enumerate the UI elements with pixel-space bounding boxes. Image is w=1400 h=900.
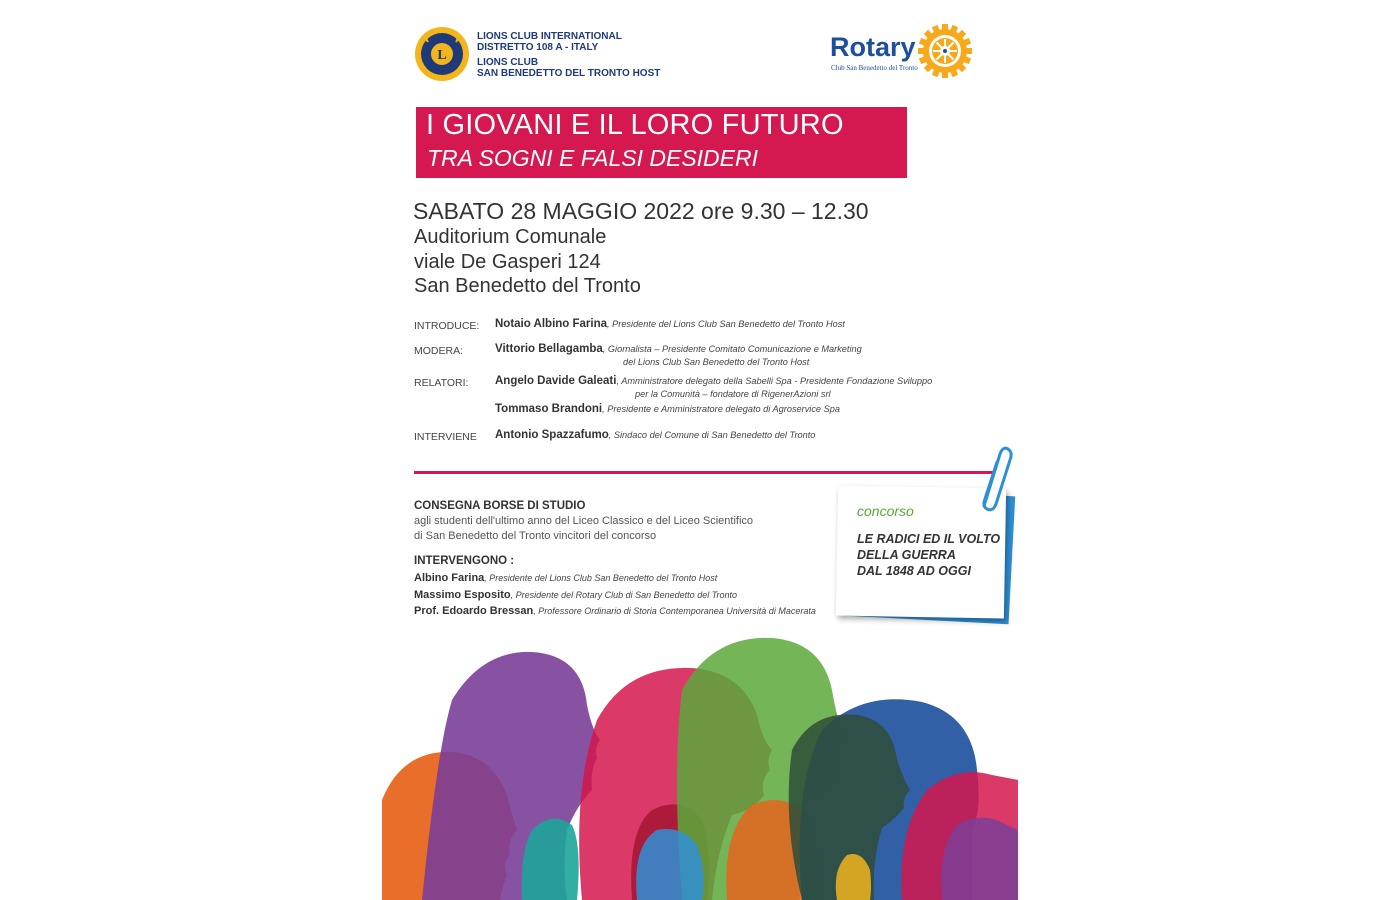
rotary-wheel-icon <box>918 24 972 78</box>
interviene-role: , Sindaco del Comune di San Benedetto del Tronto <box>608 430 816 440</box>
rotary-wordmark: Rotary <box>830 32 916 62</box>
modera-role-1: , Giornalista – Presidente Comitato Comunicazione e Marketing <box>602 344 862 354</box>
introduce-label: INTRODUCE: <box>414 320 480 332</box>
relatore-2-name: Tommaso Brandoni <box>495 403 603 415</box>
relatore-1-role-2: per la Comunità – fondatore di RigenerAzioni srl <box>635 389 831 399</box>
contest-line-3: DAL 1848 AD OGGI <box>857 564 971 578</box>
scholarship-speaker-role: , Presidente del Lions Club San Benedetto del Tronto Host <box>484 573 718 583</box>
introduce-speaker <box>495 318 845 330</box>
rotary-club-name: Club San Benedetto del Tronto <box>831 64 918 72</box>
scholarship-speaker <box>414 572 717 584</box>
scholarship-line-2: di San Benedetto del Tronto vincitori del concorso <box>414 530 657 542</box>
relatore-1-role-1: , Amministratore delegato della Sabelli Spa - Presidente Fondazione Sviluppo <box>616 376 933 386</box>
lions-line-2: DISTRETTO 108 A - ITALY <box>477 42 599 53</box>
modera-role-2: del Lions Club San Benedetto del Tronto Host <box>623 357 810 367</box>
event-address: viale De Gasperi 124 <box>414 251 601 273</box>
contest-kicker: concorso <box>857 503 914 519</box>
relatore-2 <box>495 403 840 415</box>
scholarship-speaker <box>414 605 816 617</box>
relatore-1-name: Angelo Davide Galeati <box>495 375 617 387</box>
modera-name: Vittorio Bellagamba <box>495 343 603 355</box>
contest-title <box>857 531 1000 579</box>
event-title: I GIOVANI E IL LORO FUTURO <box>426 109 844 141</box>
scholarship-title: CONSEGNA BORSE DI STUDIO <box>414 500 586 512</box>
speakers-title: INTERVENGONO : <box>414 555 515 567</box>
interviene-label: INTERVIENE <box>414 431 477 443</box>
paperclip-icon <box>970 444 1014 514</box>
youth-silhouettes-illustration <box>382 630 1018 900</box>
scholarship-line-1: agli studenti dell'ultimo anno del Liceo Classico e del Liceo Scientifico <box>414 515 754 527</box>
scholarship-speaker-role: , Presidente del Rotary Club di San Benedetto del Tronto <box>510 590 738 600</box>
event-subtitle: TRA SOGNI E FALSI DESIDERI <box>427 145 759 171</box>
lions-line-3: LIONS CLUB <box>477 57 539 68</box>
lions-club-info <box>477 31 660 79</box>
relatori-label: RELATORI: <box>414 377 469 389</box>
relatore-2-role: , Presidente e Amministratore delegato di Agroservice Spa <box>602 404 840 414</box>
scholarship-speaker-name: Massimo Esposito <box>414 589 511 601</box>
modera-label: MODERA: <box>414 345 464 357</box>
lions-club-logo <box>414 26 470 82</box>
event-venue: Auditorium Comunale <box>414 226 607 248</box>
interviene-speaker <box>495 429 815 441</box>
contest-line-2: DELLA GUERRA <box>857 548 956 562</box>
relatore-1 <box>495 375 932 387</box>
introduce-role: , Presidente del Lions Club San Benedetto del Tronto Host <box>607 319 845 329</box>
scholarship-speaker-role: , Professore Ordinario di Storia Contemporanea Università di Macerata <box>533 606 816 616</box>
modera-speaker <box>495 343 862 355</box>
svg-text:L: L <box>437 48 447 63</box>
section-divider <box>414 471 994 474</box>
event-date: SABATO 28 MAGGIO 2022 ore 9.30 – 12.30 <box>413 198 869 224</box>
scholarship-speaker-name: Albino Farina <box>414 572 485 584</box>
scholarship-speaker-name: Prof. Edoardo Bressan <box>414 605 534 617</box>
contest-line-1: LE RADICI ED IL VOLTO <box>857 532 1001 546</box>
interviene-name: Antonio Spazzafumo <box>495 429 609 441</box>
event-city: San Benedetto del Tronto <box>414 275 641 297</box>
scholarship-speaker <box>414 589 737 601</box>
lions-line-1: LIONS CLUB INTERNATIONAL <box>477 31 622 42</box>
introduce-name: Notaio Albino Farina <box>495 318 608 330</box>
event-poster <box>382 0 1018 900</box>
lions-line-4: SAN BENEDETTO DEL TRONTO HOST <box>477 68 661 79</box>
